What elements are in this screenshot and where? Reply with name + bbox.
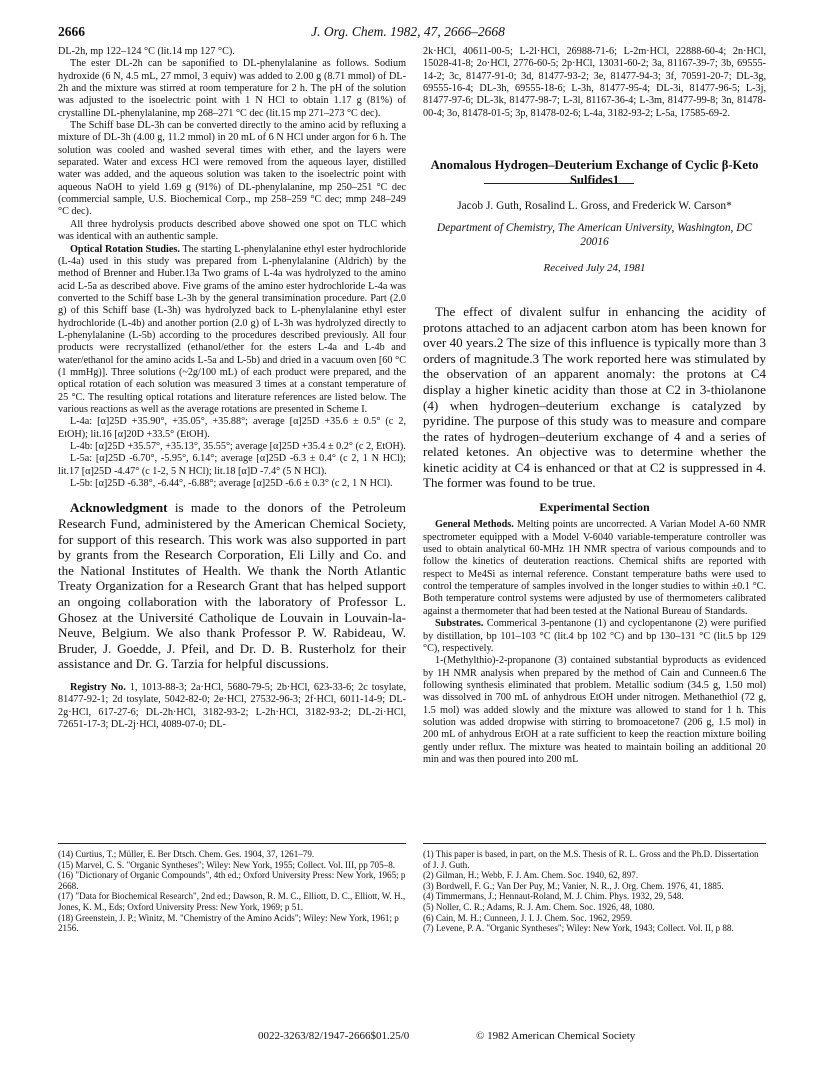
article-code: 0022-3263/82/1947-2666$01.25/0 [258, 1030, 410, 1042]
registry-continuation: 2k·HCl, 40611-00-5; L-2l·HCl, 26988-71-6; L-2m·HCl, 22888-60-4; 2n·HCl, 15028-41-8; 2o·HCl, 2776-60-5; 2p·HCl, 13031-60-2; 3a, 81167-39-7; 3b, 69555-14-2; 3c, 81477-91-0; 3d, 81477-93-2; 3e, 81477-94-3; 3f, 70591-20-7; DL-3g, 69555-16-4; DL-3h, 69555-18-6; L-3h, 81477-95-4; DL-3i, 81477-96-5; L-3j, 81477-97-6; DL-3k, 81477-98-7; L-3l, 81167-36-4; L-3m, 81477-99-8; 3n, 81478-00-4; 3o, 81478-01-5; 3p, 81478-02-6; L-4a, 3182-93-2; L-5a, 17585-69-2. [423, 46, 766, 119]
acknowledgment-body: is made to the donors of the Petroleum Research Fund, administered by the American Chemical Society, for support of this research. This work was also supported in part by grants from the Research Corporation, Eli Lilly and Co. and the National Institutes of Health. We thank the North Atlantic Treaty Organization for a Research Grant that has helped support an ongoing collaboration with the laboratory of Professor L. Ghosez at the Université Catholique de Louvain in Louvain-la-Neuve, Belgium. We also thank Professor P. W. Rabideau, W. Bruder, J. Goedde, J. Pfeil, and Dr. D. B. Rusterholz for their assistance and Dr. G. Tarzia for helpful discussions. [58, 500, 406, 672]
left-column [58, 46, 406, 731]
received-date: Received July 24, 1981 [543, 261, 646, 274]
paragraph [423, 618, 766, 655]
run-in-heading: Optical Rotation Studies. [70, 243, 180, 255]
rotation-entry: L-5a: [α]25D -6.70°, -5.95°, 6.14°; average [α]25D -6.3 ± 0.4° (c 2, 1 N HCl); lit.17 [α]25D -4.47° (c 1-2, 5 N HCl); lit.18 [α]D -7.4° (5 N HCl). [58, 453, 406, 477]
paragraph-body: Melting points are uncorrected. A Varian Model A-60 NMR spectrometer equipped with a Model V-6040 variable-temperature controller was used to obtain analytical 60-MHz 1H NMR spectra of various compounds and to follow the kinetics of deuteration reactions. Chemical shifts are reported with respect to Me4Si as internal reference. Constant temperature baths were used to control the temperature of samples involved in the longer studies to within ±0.1 °C. Both temperature control systems were adjusted by use of thermometers calibrated against a thermometer that had been tested at the National Bureau of Standards. [423, 519, 767, 617]
footnote: (3) Bordwell, F. G.; Van Der Puy, M.; Vanier, N. R., J. Org. Chem. 1976, 41, 1885. [423, 880, 724, 891]
acknowledgment [58, 500, 406, 672]
affiliation: Department of Chemistry, The American University, Washington, DC 20016 [436, 222, 753, 248]
run-in-heading: Substrates. [435, 618, 484, 630]
footnotes-left [58, 849, 406, 934]
registry-heading: Registry No. [70, 681, 126, 693]
rotation-entry: L-5b: [α]25D -6.38°, -6.44°, -6.88°; average [α]25D -6.6 ± 0.3° (c 2, 1 N HCl). [70, 478, 393, 490]
rotation-entry: L-4b: [α]25D +35.57°, +35.13°, 35.55°; average [α]25D +35.4 ± 0.2° (c 2, EtOH). [70, 441, 406, 452]
footnote: (18) Greenstein, J. P.; Winitz, M. "Chemistry of the Amino Acids"; Wiley: New York, 1961; p 2156. [58, 912, 399, 934]
page-number: 2666 [58, 24, 85, 39]
footnote: (5) Noller, C. R.; Adams, R. J. Am. Chem. Soc. 1926, 48, 1080. [423, 901, 655, 912]
paragraph [58, 244, 406, 417]
footnote: (6) Cain, M. H.; Cunneen, J. I. J. Chem. Soc. 1962, 2959. [423, 912, 633, 923]
running-header [58, 24, 758, 42]
footnote-rule [423, 843, 766, 844]
right-column [423, 46, 766, 766]
page-footer [58, 1030, 758, 1044]
footnote: (16) "Dictionary of Organic Compounds", 4th ed.; Oxford University Press: New York, 1965; p 2668. [58, 870, 406, 891]
footnotes-right [423, 849, 766, 934]
paragraph: 1-(Methylthio)-2-propanone (3) contained substantial byproducts as evidenced by 1H NMR analysis when prepared by the method of Cain and Cunneen.6 The following synthesis eliminated that problem. Metallic sodium (34.5 g, 1.50 mol) was dissolved in 700 mL of anhydrous EtOH under nitrogen. Methanethiol (72 g, 1.5 mol) was added slowly and the mixture was allowed to stand for 1 h. This solution was added dropwise with stirring to bromoacetone7 (206 g, 1.5 mol) in 200 mL of anhydrous EtOH at a rate sufficient to keep the reaction mixture boiling gently under reflux. The mixture was heated to maintain boiling an additional 20 min and was then poured into 200 mL [423, 655, 766, 765]
run-in-heading: General Methods. [435, 519, 514, 531]
footnote: (17) "Data for Biochemical Research", 2nd ed.; Dawson, R. M. C., Elliott, D. C., Elliott, W. H., Jones, K. M., Eds; Oxford University Press: New York, 1969; p 51. [58, 891, 406, 912]
article-separator-rule [484, 183, 634, 184]
paragraph [423, 519, 766, 618]
abstract: The effect of divalent sulfur in enhancing the acidity of protons attached to an adjacent carbon atom has been known for over 40 years.2 The size of this influence is typically more than 3 orders of magnitude.3 The work reported here was stimulated by the observation of an apparent anomaly: the protons at C4 display a higher kinetic acidity than those at C2 in 3-thiolanone (4) when hydrogen–deuterium exchange is catalyzed by pyridine. The purpose of this study was to measure and compare the rates of hydrogen–deuterium exchange of 4 and a series of related ketones. An objective was to determine whether the kinetic acidity at C4 is enhanced or that at C2 is suppressed in 4. The former was found to be true. [423, 303, 766, 491]
paragraph: All three hydrolysis products described above showed one spot on TLC which was identical with an authentic sample. [58, 218, 406, 243]
footnote: (14) Curtius, T.; Müller, E. Ber Dtsch. Chem. Ges. 1904, 37, 1261–79. [58, 849, 315, 859]
footnote-rule [58, 843, 406, 844]
article-title: Anomalous Hydrogen–Deuterium Exchange of Cyclic β-Keto Sulfides1 [430, 158, 759, 188]
footnote: (1) This paper is based, in part, on the M.S. Thesis of R. L. Gross and the Ph.D. Dissertation of J. J. Guth. [423, 849, 759, 870]
article-authors: Jacob J. Guth, Rosalind L. Gross, and Frederick W. Carson* [457, 200, 732, 213]
section-heading: Experimental Section [539, 500, 650, 515]
copyright: © 1982 American Chemical Society [476, 1030, 636, 1042]
footnote: (2) Gilman, H.; Webb, F. J. Am. Chem. Soc. 1940, 62, 897. [423, 870, 639, 881]
registry-numbers [58, 682, 406, 731]
paragraph-body: Commerical 3-pentanone (1) and cyclopentanone (2) were purified by distillation, bp 101–103 °C (lit.4 bp 102 °C) and bp 130–131 °C (lit.5 bp 129 °C), respectively. [423, 618, 766, 654]
journal-citation: J. Org. Chem. 1982, 47, 2666–2668 [311, 24, 505, 39]
paragraph-body: The starting L-phenylalanine ethyl ester hydrochloride (L-4a) used in this study was prepared from L-phenylalanine (Aldrich) by the method of Brenner and Huber.13a Two grams of L-4a was hydrolyzed to the amino acid L-5a as described above. Five grams of the amino ester hydrochloride L-4a was converted to the Schiff base L-3h by the general transimination procedure. Part (2.0 g) of this Schiff base (L-3h) was hydrolyzed back to L-phenylalanine ethyl ester hydrochloride (L-4b) and another portion (2.0 g) of L-3h was hydrolyzed directly to L-phenylalanine (L-5b) according to the procedures described previously. All four products were recrystallized (ethanol/ether for the esters L-4a and L-4b and water/ethanol for the amino acids L-5a and L-5b) and dried in a vacuum oven [60 °C (1 mmHg)]. Three solutions (~2g/100 mL) of each product were prepared, and the optical rotation of each solution was measured 3 times at a constant temperature of 25 °C. The resulting optical rotations and literature references are listed below. The various reactions as well as the average rotations are presented in Scheme I. [58, 243, 407, 415]
rotation-entry: L-4a: [α]25D +35.90°, +35.05°, +35.88°; average [α]25D +35.6 ± 0.5° (c 2, EtOH); lit.16 [α]20D +33.5° (EtOH). [58, 416, 406, 440]
registry-body: 1, 1013-88-3; 2a·HCl, 5680-79-5; 2b·HCl, 623-33-6; 2c tosylate, 81477-92-1; 2d tosylate, 5042-82-0; 2e·HCl, 27532-96-3; 2f·HCl, 6011-14-9; DL-2g·HCl, 617-27-6; DL-2h·HCl, 3182-93-2; L-2h·HCl, 3182-93-2; DL-2i·HCl, 72651-17-3; DL-2j·HCl, 4089-07-0; DL- [58, 681, 407, 730]
paragraph: DL-2h, mp 122–124 °C (lit.14 mp 127 °C). [58, 46, 235, 57]
footnote: (7) Levene, P. A. "Organic Syntheses"; Wiley: New York, 1943; Collect. Vol. II, p 88. [423, 923, 734, 934]
paragraph: The Schiff base DL-3h can be converted directly to the amino acid by refluxing a mixture of DL-3h (4.00 g, 11.2 mmol) in 20 mL of 6 N HCl under argon for 6 h. The solution was cooled and washed several times with ether, and the layers were separated. Water and excess HCl were removed from the aqueous layer, distilled water was added, and the aqueous solution was taken to the isoelectric point with aqueous NaOH to yield 1.69 g (91%) of DL-phenylalanine, mp 250–251 °C dec (commercial sample, U.S. Biochemical Corp., mp 258–259 °C dec; mmp 248–249 °C dec). [58, 120, 406, 218]
footnote: (4) Timmermans, J.; Hennaut-Roland, M. J. Chim. Phys. 1932, 29, 548. [423, 891, 684, 902]
footnote: (15) Marvel, C. S. "Organic Syntheses"; Wiley: New York, 1955; Collect. Vol. III, pp 705–8. [58, 859, 396, 870]
acknowledgment-heading: Acknowledgment [70, 500, 168, 516]
paragraph: The ester DL-2h can be saponified to DL-phenylalanine as follows. Sodium hydroxide (6 N, 4.5 mL, 27 mmol, 3 equiv) was added to 2.00 g (8.71 mmol) of DL-2h and the mixture was stirred at room temperature for 2 h. The pH of the solution was adjusted to the isoelectric point with 1 N HCl to obtain 1.17 g (81%) of crystalline DL-phenylalanine, mp 268–271 °C dec (lit.15 mp 271–273 °C dec). [58, 58, 406, 119]
